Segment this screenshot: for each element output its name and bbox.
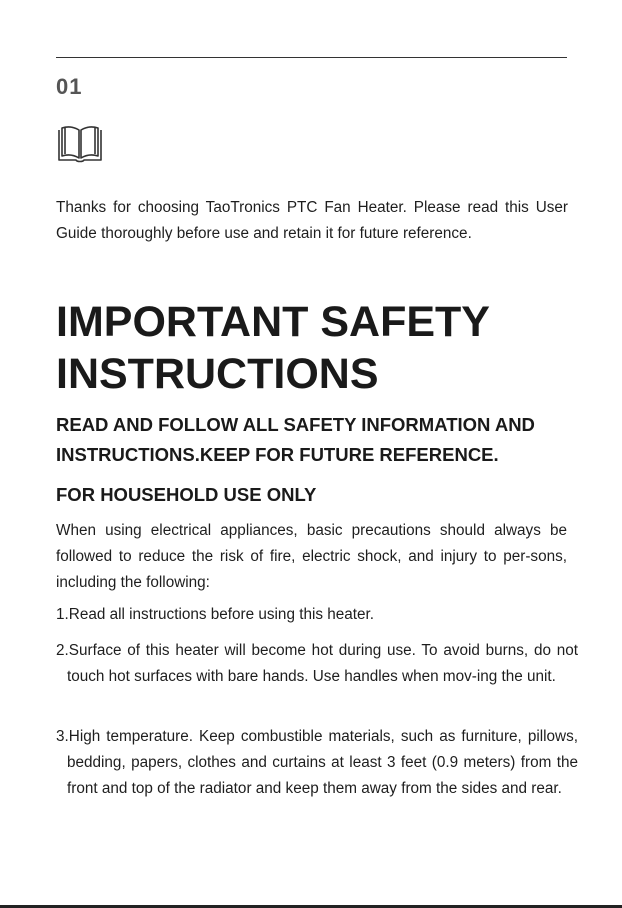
subtitle-line-2: INSTRUCTIONS.KEEP FOR FUTURE REFERENCE. [56,444,499,465]
top-divider [56,57,567,58]
instruction-text: Read all instructions before using this heater. [68,606,375,623]
safety-subtitle [56,410,576,470]
instruction-item-3 [56,724,578,802]
instruction-text: High temperature. Keep combustible materials, such as furniture, pillows, bedding, papers, clothes and curtains at least 3 feet (0.9 meters) from the front and top of the radiator and keep them away from the sides and rear. [67,728,578,797]
instruction-item-1 [56,602,567,628]
subtitle-line-1: READ AND FOLLOW ALL SAFETY INFORMATION AND [56,414,535,435]
instruction-text: Surface of this heater will become hot during use. To avoid burns, do not touch hot surfaces with bare hands. Use handles when mov-ing the unit. [67,642,578,685]
instruction-number: 1. [56,606,69,623]
title-line-2: INSTRUCTIONS [56,350,379,398]
instruction-number: 3. [56,728,69,745]
intro-text: Thanks for choosing TaoTronics PTC Fan Heater. Please read this User Guide thoroughly before use and retain it for future reference. [56,199,568,243]
precaution-paragraph: When using electrical appliances, basic precautions should always be followed to reduce the risk of fire, electric shock, and injury to per-sons, including the following: [56,522,567,591]
instruction-item-2 [56,638,578,690]
page-number: 01 [56,74,83,99]
household-heading: FOR HOUSEHOLD USE ONLY [56,484,317,505]
instruction-number: 2. [56,642,69,659]
open-book-icon [55,124,105,164]
title-line-1: IMPORTANT SAFETY [56,298,490,346]
main-title [56,296,576,400]
